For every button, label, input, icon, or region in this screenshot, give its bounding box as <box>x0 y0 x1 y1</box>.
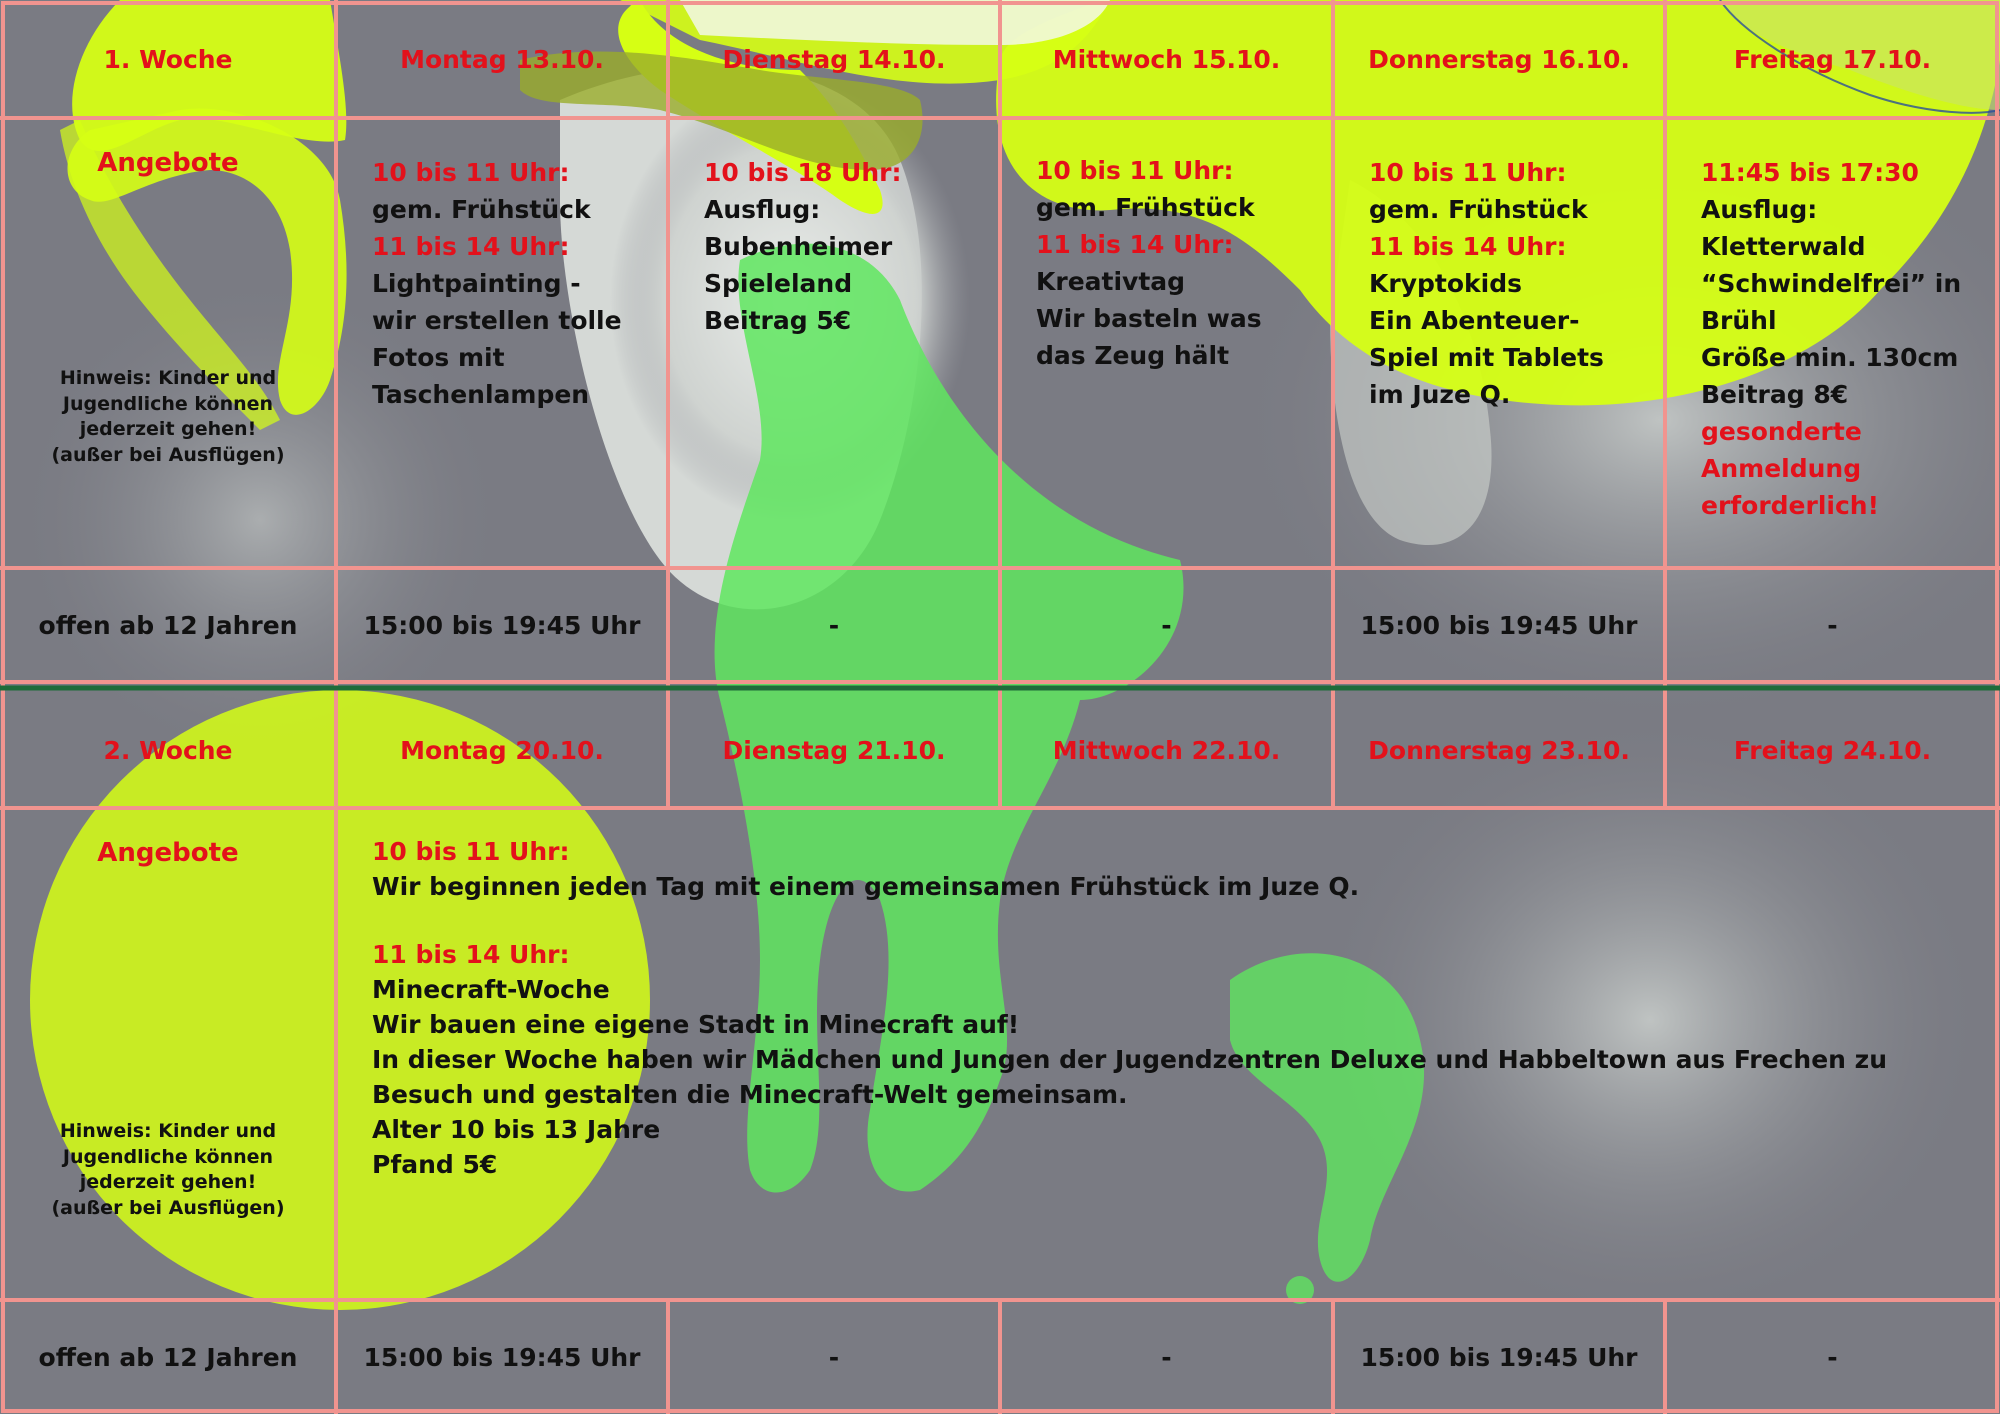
week1-open-monday: 15:00 bis 19:45 Uhr <box>363 610 641 640</box>
offer-line: Wir bauen eine eigene Stadt in Minecraft auf! <box>372 1010 1020 1039</box>
week1-title: 1. Woche <box>103 44 233 74</box>
week1-open-label: offen ab 12 Jahren <box>38 610 298 640</box>
week2-offer-week <box>336 820 2000 1300</box>
offer-line: Wir beginnen jeden Tag mit einem gemeinsamen Frühstück im Juze Q. <box>372 872 1360 901</box>
offer-line: 10 bis 11 Uhr: <box>1369 158 1567 187</box>
week1-day-tuesday: Dienstag 14.10. <box>722 44 946 74</box>
week1-offer-thursday <box>1333 130 1665 568</box>
offer-line: 11 bis 14 Uhr: <box>372 232 570 261</box>
week1-day-thursday: Donnerstag 16.10. <box>1368 44 1630 74</box>
week1-angebote-label: Angebote <box>97 148 239 178</box>
offer-line: Kletterwald <box>1701 232 1866 261</box>
week1-open-friday: - <box>1827 610 1838 640</box>
week1-hint-line: (außer bei Ausflügen) <box>51 443 285 466</box>
offer-line: 11 bis 14 Uhr: <box>1036 230 1234 259</box>
offer-line: im Juze Q. <box>1369 380 1511 409</box>
week2-day-thursday: Donnerstag 23.10. <box>1368 735 1630 765</box>
week2-open-tuesday: - <box>828 1342 840 1372</box>
week1-open-thursday: 15:00 bis 19:45 Uhr <box>1360 610 1638 640</box>
offer-line: Kryptokids <box>1369 269 1522 298</box>
offer-line: 10 bis 11 Uhr: <box>1036 156 1234 185</box>
week1-day-wednesday: Mittwoch 15.10. <box>1052 44 1281 74</box>
offer-line: 10 bis 18 Uhr: <box>704 158 902 187</box>
offer-line: Fotos mit <box>372 343 505 372</box>
week1-day-monday: Montag 13.10. <box>400 44 604 74</box>
week2-open-monday: 15:00 bis 19:45 Uhr <box>363 1342 641 1372</box>
offer-line: Spieleland <box>704 269 853 298</box>
week2-hint-line: Hinweis: Kinder und <box>59 1120 277 1142</box>
week1-offer-monday <box>336 130 668 568</box>
week2-hint-line: jederzeit gehen! <box>79 1171 257 1193</box>
offer-line: Ein Abenteuer- <box>1369 306 1580 335</box>
week2-open-friday: - <box>1827 1342 1838 1372</box>
week2-open-thursday: 15:00 bis 19:45 Uhr <box>1360 1342 1638 1372</box>
week1-offer-tuesday <box>668 130 1000 568</box>
week1-open-wednesday: - <box>1161 610 1172 640</box>
week2-open-label: offen ab 12 Jahren <box>38 1342 298 1372</box>
offer-line: 10 bis 11 Uhr: <box>372 158 570 187</box>
offer-line: Beitrag 5€ <box>704 306 852 335</box>
week1-hint-line: jederzeit gehen! <box>79 418 257 440</box>
offer-line: gem. Frühstück <box>1036 193 1255 222</box>
offer-line: Kreativtag <box>1036 267 1186 296</box>
week2-day-friday: Freitag 24.10. <box>1733 735 1932 765</box>
offer-line: 11:45 bis 17:30 <box>1701 158 1919 187</box>
offer-line: Pfand 5€ <box>372 1150 498 1179</box>
week2-title: 2. Woche <box>103 735 233 765</box>
offer-line: In dieser Woche haben wir Mädchen und Jungen der Jugendzentren Deluxe und Habbeltown aus Frechen zu <box>372 1045 1888 1074</box>
week2-day-tuesday: Dienstag 21.10. <box>722 735 946 765</box>
offer-line: Besuch und gestalten die Minecraft-Welt gemeinsam. <box>372 1080 1128 1109</box>
week2-open-wednesday: - <box>1161 1342 1172 1372</box>
week2-hint-line: Jugendliche können <box>62 1145 274 1168</box>
week2-day-wednesday: Mittwoch 22.10. <box>1052 735 1281 765</box>
offer-line: Bubenheimer <box>704 232 893 261</box>
offer-line: Ausflug: <box>704 195 821 224</box>
offer-line: das Zeug hält <box>1036 341 1230 370</box>
offer-line: Wir basteln was <box>1036 304 1262 333</box>
week1-hint-line: Jugendliche können <box>62 392 274 415</box>
offer-line: Ausflug: <box>1701 195 1818 224</box>
offer-line: 11 bis 14 Uhr: <box>1369 232 1567 261</box>
offer-line: wir erstellen tolle <box>372 306 622 335</box>
offer-line: Minecraft-Woche <box>372 975 610 1004</box>
offer-line: Spiel mit Tablets <box>1369 343 1604 372</box>
offer-line: 11 bis 14 Uhr: <box>372 940 570 969</box>
offer-spacer <box>372 904 2000 937</box>
week2-day-monday: Montag 20.10. <box>400 735 604 765</box>
offer-line: Lightpainting - <box>372 269 581 298</box>
offer-line: Größe min. 130cm <box>1701 343 1959 372</box>
week2-hint-note <box>0 1119 336 1221</box>
offer-line: Alter 10 bis 13 Jahre <box>372 1115 661 1144</box>
week1-hint-note <box>0 366 336 468</box>
offer-line: Beitrag 8€ <box>1701 380 1849 409</box>
week1-day-friday: Freitag 17.10. <box>1733 44 1932 74</box>
week2-angebote-label: Angebote <box>97 838 239 868</box>
week1-hint-line: Hinweis: Kinder und <box>59 367 277 389</box>
offer-line: erforderlich! <box>1701 491 1880 520</box>
offer-line: gem. Frühstück <box>1369 195 1588 224</box>
week1-offer-friday <box>1665 130 2000 568</box>
week1-open-tuesday: - <box>828 610 840 640</box>
offer-line: “Schwindelfrei” in <box>1701 269 1962 298</box>
week2-hint-line: (außer bei Ausflügen) <box>51 1196 285 1219</box>
offer-line: 10 bis 11 Uhr: <box>372 837 570 866</box>
offer-line: Brühl <box>1701 306 1777 335</box>
offer-line: gem. Frühstück <box>372 195 591 224</box>
offer-line: Taschenlampen <box>372 380 590 409</box>
offer-line: Anmeldung <box>1701 454 1862 483</box>
week1-offer-wednesday <box>1000 128 1333 566</box>
offer-line: gesonderte <box>1701 417 1862 446</box>
